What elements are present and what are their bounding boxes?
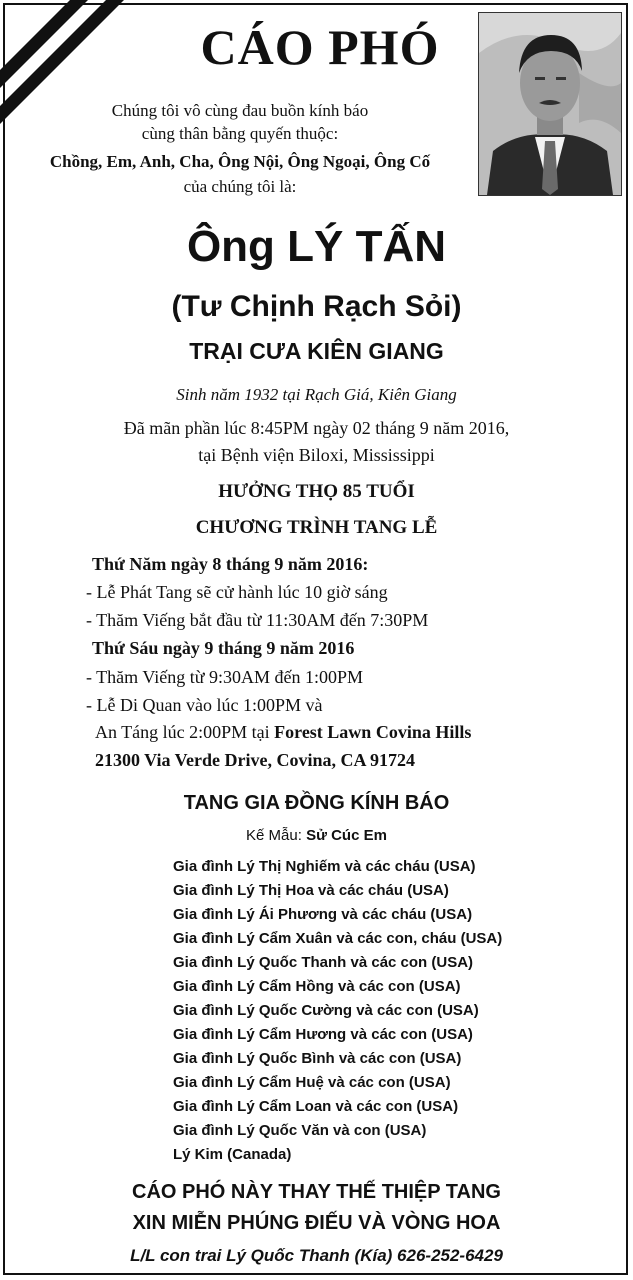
program-day: Thứ Sáu ngày 9 tháng 9 năm 2016 <box>92 638 355 658</box>
intro-line: của chúng tôi là: <box>183 177 297 196</box>
relation-value: Gia đình Lý Quốc Thanh và các con (USA) <box>173 954 474 971</box>
footer-notice: CÁO PHÓ NÀY THAY THẾ THIỆP TANG <box>132 1181 501 1203</box>
deceased-name: Ông LÝ TẤN <box>186 222 447 271</box>
relation-value: Gia đình Lý Ái Phương và các cháu (USA) <box>173 906 473 923</box>
relation-value: Gia đình Lý Cẩm Xuân và các con, cháu (USA) <box>173 930 503 947</box>
relation-value: Gia đình Lý Cẩm Hồng và các con (USA) <box>173 978 461 995</box>
stepmother-line <box>0 827 633 844</box>
program-item: - Lễ Phát Tang sẽ cử hành lúc 10 giờ sáng <box>86 582 388 602</box>
cemetery-address: 21300 Via Verde Drive, Covina, CA 91724 <box>95 750 416 770</box>
intro-line: cùng thân bằng quyến thuộc: <box>141 124 339 143</box>
program-item <box>95 719 471 745</box>
relation-value: Gia đình Lý Cẩm Hương và các con (USA) <box>173 1026 473 1043</box>
relation-value: Gia đình Lý Cẩm Loan và các con (USA) <box>173 1098 459 1115</box>
relation-value: Gia đình Lý Cẩm Huệ và các con (USA) <box>173 1074 451 1091</box>
relation-value: Lý Kim (Canada) <box>173 1146 292 1163</box>
stepmother-label: Kế Mẫu: <box>246 827 307 844</box>
program-item: - Lễ Di Quan vào lúc 1:00PM và <box>86 695 323 715</box>
burial-text: An Táng lúc 2:00PM tại <box>95 722 275 742</box>
birth-info: Sinh năm 1932 tại Rạch Giá, Kiên Giang <box>176 385 457 404</box>
deceased-alias: (Tư Chịnh Rạch Sỏi) <box>171 290 462 323</box>
passing-place: tại Bệnh viện Biloxi, Mississippi <box>198 445 435 465</box>
program-item: - Thăm Viếng bắt đầu từ 11:30AM đến 7:30PM <box>86 610 429 630</box>
footer-notice: XIN MIỄN PHÚNG ĐIẾU VÀ VÒNG HOA <box>132 1212 501 1234</box>
program-item: - Thăm Viếng từ 9:30AM đến 1:00PM <box>86 667 364 687</box>
relation-value: Gia đình Lý Thị Hoa và các cháu (USA) <box>173 882 449 899</box>
business-name: TRẠI CƯA KIÊN GIANG <box>189 338 444 364</box>
program-day: Thứ Năm ngày 8 tháng 9 năm 2016: <box>92 554 369 574</box>
relations-line: Chồng, Em, Anh, Cha, Ông Nội, Ông Ngoại, Ông Cố <box>49 152 431 171</box>
age-line: HƯỞNG THỌ 85 TUỔI <box>218 481 415 502</box>
contact-line: L/L con trai Lý Quốc Thanh (Kía) 626-252-6429 <box>130 1246 503 1265</box>
intro-line: Chúng tôi vô cùng đau buồn kính báo <box>111 101 369 120</box>
cemetery-name: Forest Lawn Covina Hills <box>274 722 472 742</box>
relation-value: Gia đình Lý Quốc Bình và các con (USA) <box>173 1050 462 1067</box>
relation-value: Gia đình Lý Thị Nghiếm và các cháu (USA) <box>173 858 476 875</box>
stepmother-name: Sử Cúc Em <box>306 827 387 844</box>
program-heading: CHƯƠNG TRÌNH TANG LỄ <box>195 517 438 538</box>
relation-value: Gia đình Lý Quốc Văn và con (USA) <box>173 1122 427 1139</box>
passing-info: Đã mãn phần lúc 8:45PM ngày 02 tháng 9 năm 2016, <box>123 418 510 438</box>
notice-title: CÁO PHÓ <box>200 19 440 75</box>
relation-value: Gia đình Lý Quốc Cường và các con (USA) <box>173 1002 479 1019</box>
family-heading: TANG GIA ĐỒNG KÍNH BÁO <box>183 792 450 814</box>
portrait-photo <box>478 12 622 196</box>
